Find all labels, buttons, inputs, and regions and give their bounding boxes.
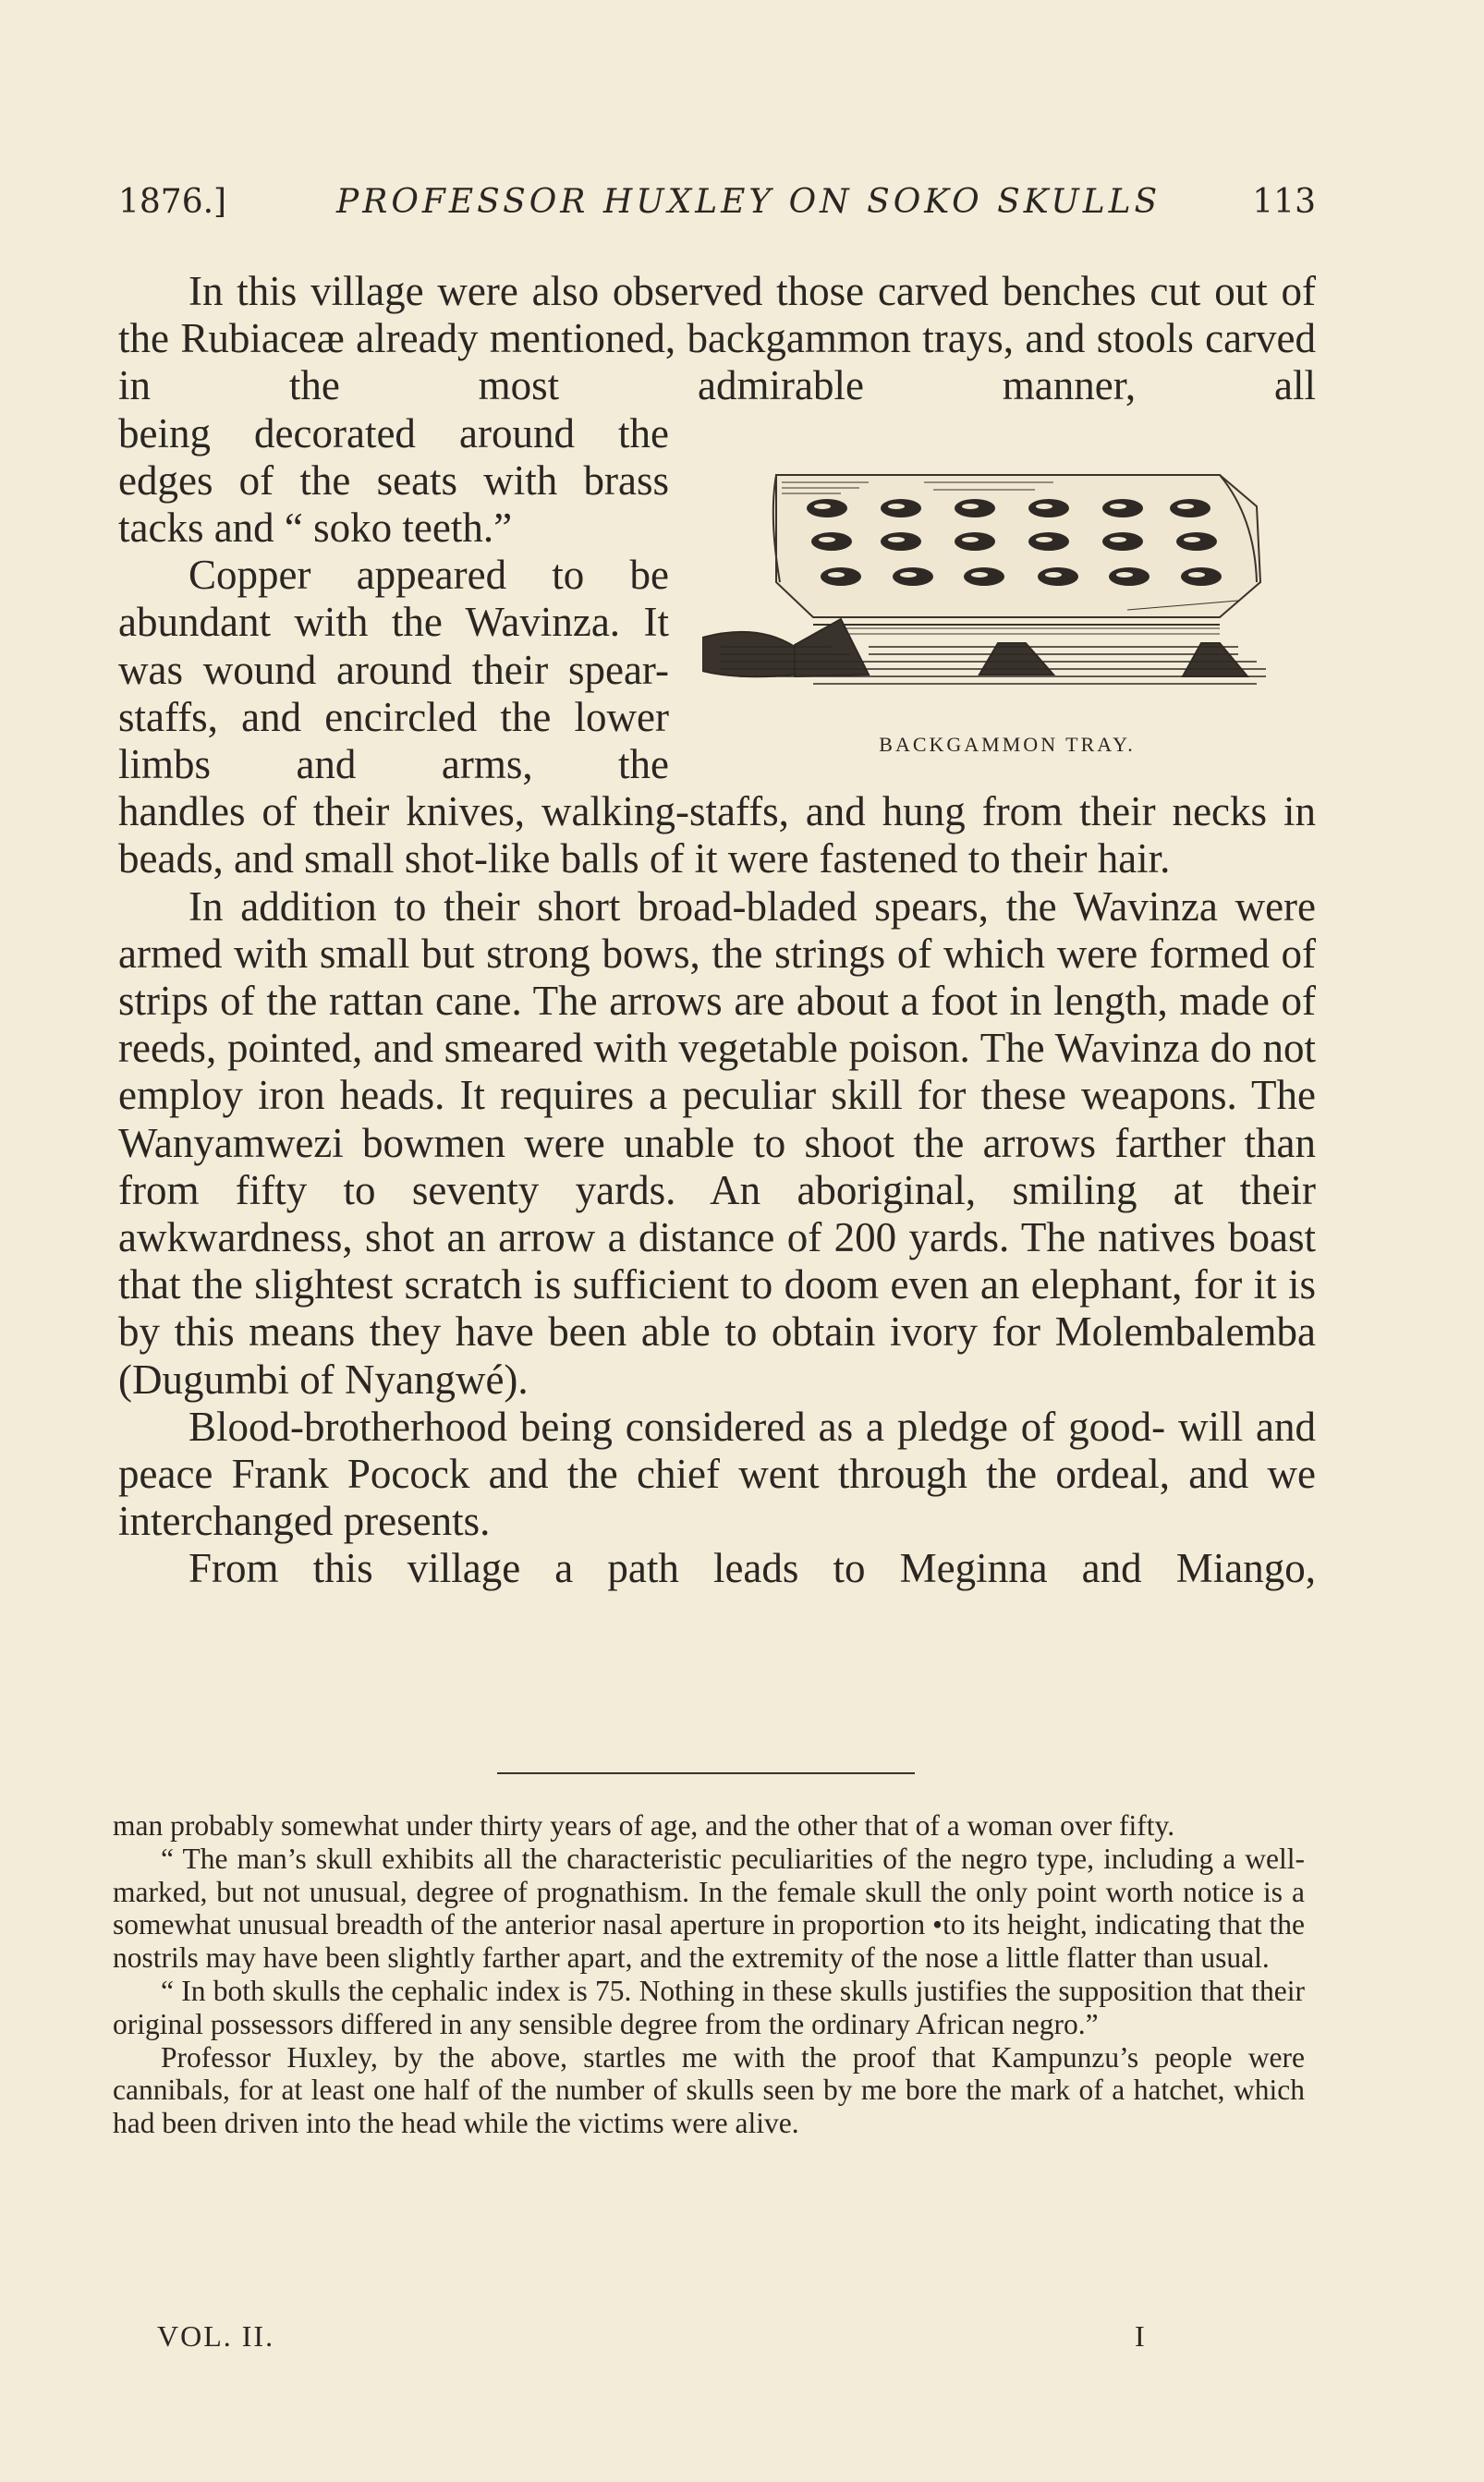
text-line: they have been able to obtain ivory for Molembalemba <box>369 1308 1317 1356</box>
footnote-paragraph <box>113 1975 1305 2041</box>
paragraph <box>118 410 669 553</box>
footnote-rule <box>497 1772 915 1774</box>
text-line: the supposition that their original possessors differed in any sensible degree <box>113 1974 1306 2040</box>
text-line: type, including a well-marked, but not unusual, degree of prognathism. In the <box>113 1842 1305 1908</box>
footnote-paragraph <box>113 1843 1305 1975</box>
text-line: Copper appeared to be <box>189 552 669 599</box>
text-line: were formed of strips of the rattan cane. The arrows are <box>118 930 1317 1025</box>
text-line: victims were alive. <box>578 2107 799 2140</box>
text-line: Professor Huxley, by the above, startles me with the proof that Kampunzu’s <box>161 2040 1139 2074</box>
text-line: from the ordinary African negro.” <box>704 2007 1099 2040</box>
paragraph <box>118 552 669 788</box>
text-line: In addition to their short broad-bladed spears, the Wavinza <box>189 882 1218 930</box>
text-line: Wanyamwezi bowmen were unable to shoot the arrows <box>118 1119 1097 1166</box>
text-line: tacks and “ soko teeth.” <box>118 505 513 552</box>
text-line: spear-staffs, and encircled the <box>118 646 669 740</box>
paragraph <box>118 883 1316 1404</box>
figure-caption: BACKGAMMON TRAY. <box>879 733 1136 756</box>
text-line: trays, and stools carved in the most admirable manner, all <box>118 315 1317 409</box>
text-line: It was wound around their <box>118 599 670 693</box>
text-line: “ The man’s skull exhibits all the characteristic peculiarities of the negro <box>161 1842 1028 1875</box>
running-header <box>118 183 1316 238</box>
text-line: bore the mark of a hatchet, which had been driven into the head while the <box>113 2074 1306 2140</box>
footnotes <box>113 1809 1305 2140</box>
text-line: edges of the seats with brass <box>118 456 669 504</box>
footnote-paragraph <box>113 2041 1305 2140</box>
text-line: sufficient to doom even an elephant, for it is by this means <box>118 1261 1316 1356</box>
text-line: man probably somewhat under thirty years of age, and the other that of a <box>113 1809 960 1842</box>
running-title: PROFESSOR HUXLEY ON SOKO SKULLS <box>336 183 1162 221</box>
text-line: farther than from fifty to seventy yards. An aboriginal, <box>118 1119 1317 1213</box>
text-line: abundant with the Wavinza. <box>118 599 621 646</box>
text-wrapped-around-figure <box>118 410 669 789</box>
text-line: handles of their knives, walking-staffs, and hung from their <box>118 788 1156 835</box>
backgammon-tray-illustration <box>702 462 1275 730</box>
paragraph <box>118 788 1316 882</box>
backgammon-tray-figure <box>702 462 1275 776</box>
text-line: necks in beads, and small shot-like balls of it were fastened <box>118 788 1316 882</box>
text-line: In this village were also observed those carved benches <box>189 268 1137 314</box>
text-line: people were cannibals, for at least one half of the number of skulls seen by me <box>113 2040 1306 2107</box>
header-year: 1876.] <box>118 183 227 221</box>
signature-mark: I <box>1135 2319 1145 2353</box>
paragraph <box>118 268 1316 410</box>
text-line: smiling at their awkwardness, shot an arrow a distance of <box>118 1166 1317 1261</box>
paragraph <box>118 1545 1316 1592</box>
page-number: 113 <box>1252 183 1316 221</box>
text-line: lower limbs and arms, the <box>118 693 669 788</box>
text-line: cut out of the Rubiaceæ already mentioned, backgammon <box>118 268 1316 362</box>
text-line: (Dugumbi of Nyangwé). <box>118 1356 529 1403</box>
text-line: to their hair. <box>967 835 1171 882</box>
text-line: 200 yards. The natives boast that the slightest scratch is <box>118 1214 1317 1308</box>
text-line: ordeal, and we interchanged presents. <box>118 1451 1316 1545</box>
text-line: heads. It requires a peculiar skill for these weapons. The <box>339 1072 1316 1119</box>
text-line: “ In both skulls the cephalic index is 75. Nothing in these skulls justifies <box>161 1974 1008 2007</box>
text-line: flatter than usual. <box>1066 1941 1270 1975</box>
text-line: female skull the only point worth notice is a somewhat unusual breadth of the <box>113 1875 1305 1941</box>
text-line: will and peace Frank Pocock and the chief went through the <box>118 1403 1316 1498</box>
text-line: anterior nasal aperture in proportion •to its height, indicating that the nostrils <box>113 1908 1306 1975</box>
text-line: Blood-brotherhood being considered as a pledge of good- <box>189 1403 1166 1450</box>
footnote-paragraph <box>113 1809 1305 1843</box>
paragraph <box>118 1404 1316 1546</box>
text-line: woman over fifty. <box>967 1809 1175 1842</box>
volume-mark: VOL. II. <box>157 2319 275 2353</box>
text-line: with vegetable poison. The Wavinza do not employ iron <box>118 1025 1317 1119</box>
text-line: being decorated around the <box>118 409 669 456</box>
text-line: From this village a path leads to Meginna and Miango, <box>189 1545 1316 1592</box>
text-line: were armed with small but strong bows, the strings of which <box>118 882 1317 977</box>
text-line: about a foot in length, made of reeds, pointed, and smeared <box>118 978 1316 1072</box>
text-line: may have been slightly farther apart, and the extremity of the nose a little <box>205 1941 1060 1975</box>
